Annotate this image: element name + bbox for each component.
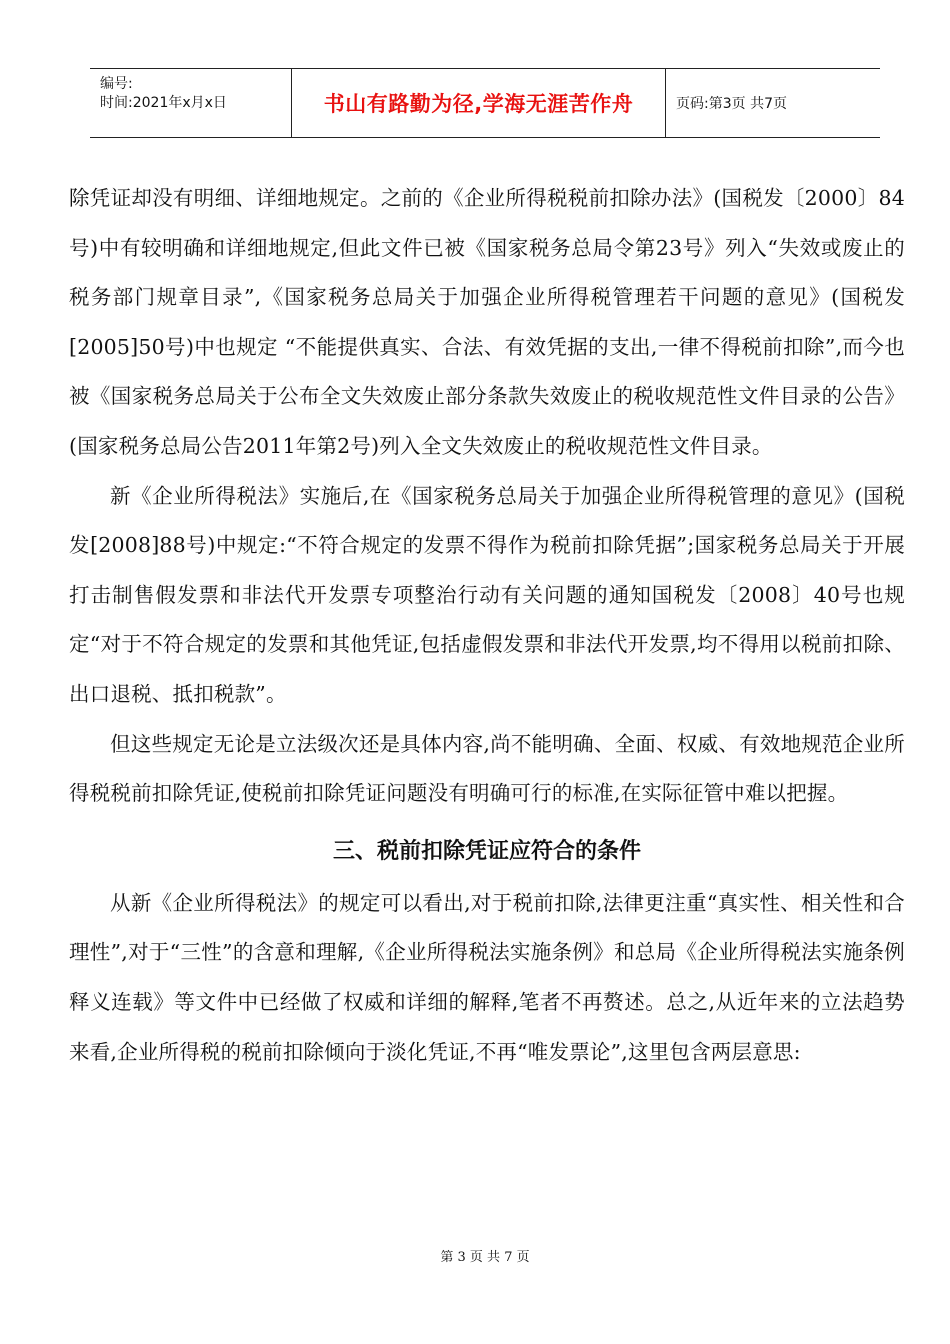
- body-paragraph-2: 新《企业所得税法》实施后,在《国家税务总局关于加强企业所得税管理的意见》(国税发[2008]88号)中规定:“不符合规定的发票不得作为税前扣除凭据”;国家税务总局关于开展打击制售假发票和非法代开发票专项整治行动有关问题的通知国税发〔2008〕40号也规定“对于不符合规定的发票和其他凭证,包括虚假发票和非法代开发票,均不得用以税前扣除、出口退税、抵扣税款”。: [69, 483, 905, 706]
- footer-page-number: 第 3 页 共 7 页: [440, 1250, 530, 1265]
- page-header: [90, 68, 880, 138]
- header-time-label: 时间:2021年x月x日: [100, 95, 227, 111]
- header-slogan-cell: [292, 69, 666, 137]
- document-body: [69, 174, 905, 1077]
- body-paragraph-3: 但这些规定无论是立法级次还是具体内容,尚不能明确、全面、权威、有效地规范企业所得税税前扣除凭证,使税前扣除凭证问题没有明确可行的标准,在实际征管中难以把握。: [69, 731, 905, 806]
- header-number-label: 编号:: [100, 76, 133, 92]
- header-page-label: 页码:第3页 共7页: [676, 96, 787, 112]
- header-slogan: 书山有路勤为径,学海无涯苦作舟: [323, 92, 634, 116]
- section-heading: 三、税前扣除凭证应符合的条件: [332, 838, 641, 864]
- body-paragraph-4: 从新《企业所得税法》的规定可以看出,对于税前扣除,法律更注重“真实性、相关性和合理性”,对于“三性”的含意和理解,《企业所得税法实施条例》和总局《企业所得税法实施条例释义连载》等文件中已经做了权威和详细的解释,笔者不再赘述。总之,从近年来的立法趋势来看,企业所得税的税前扣除倾向于淡化凭证,不再“唯发票论”,这里包含两层意思:: [69, 890, 905, 1064]
- page-footer: [0, 1246, 950, 1265]
- body-paragraph-1: 除凭证却没有明细、详细地规定。之前的《企业所得税税前扣除办法》(国税发〔2000〕84号)中有较明确和详细地规定,但此文件已被《国家税务总局令第23号》列入“失效或废止的税务部门规章目录”,《国家税务总局关于加强企业所得税管理若干问题的意见》(国税发[2005]50号)中也规定 “不能提供真实、合法、有效凭据的支出,一律不得税前扣除”,而今也被《国家税务总局关于公布全文失效废止部分条款失效废止的税收规范性文件目录的公告》(国家税务总局公告2011年第2号)列入全文失效废止的税收规范性文件目录。: [69, 186, 905, 458]
- header-meta-cell: [90, 69, 292, 137]
- header-page-cell: [666, 69, 880, 137]
